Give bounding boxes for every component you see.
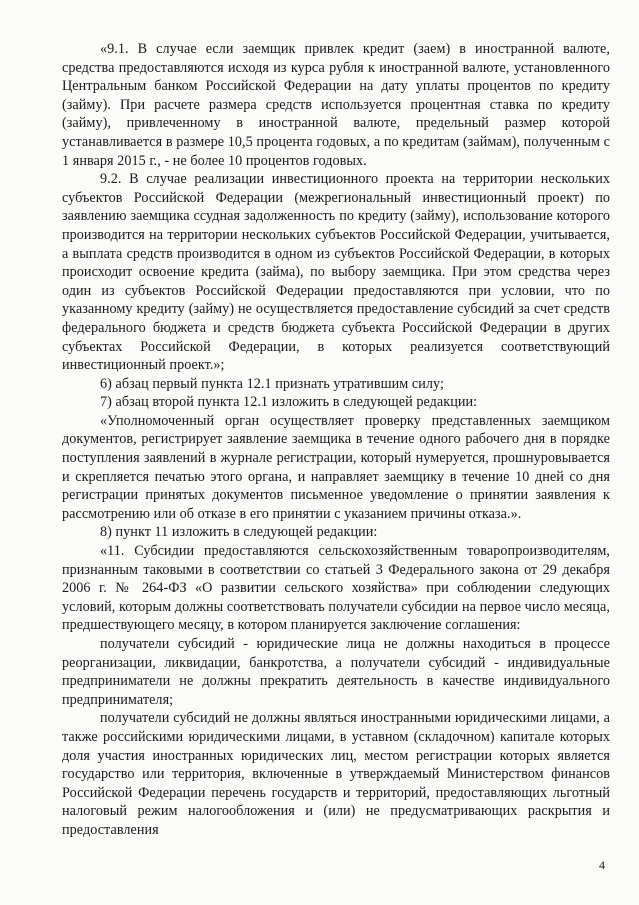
paragraph-legal-entities: получатели субсидий - юридические лица не должны находиться в процессе реорганизации, ликвидации, банкротства, а получатели субсидий - индивидуальные предприниматели не должны прекратить деятельность в качестве индивидуального предпринимателя; (62, 636, 610, 708)
paragraph-item-6: 6) абзац первый пункта 12.1 признать утратившим силу; (100, 375, 444, 392)
paragraph-authorized-body: «Уполномоченный орган осуществляет проверку представленных заемщиком документов, регистрирует заявление заемщика в течение одного рабочего дня в порядке поступления заявлений в журнале регистрации, который нумеруется, прошнуровывается и скрепляется печатью этого органа, и направляет заемщику в течение 10 дней со дня регистрации принятых документов письменное уведомление о принятии заявления к рассмотрению или об отказе в его принятии с указанием причины отказа.». (62, 412, 610, 522)
paragraph-9-1: «9.1. В случае если заемщик привлек кредит (заем) в иностранной валюте, средства предоставляются исходя из курса рубля к иностранной валюте, установленного Центральным банком Российской Федерации на дату уплаты процентов по кредиту (займу). При расчете размера средств используется процентная ставка по кредиту (займу), привлеченному в иностранной валюте, предельный размер которой устанавливается в размере 10,5 процента годовых, а по кредитам (займам), полученным с 1 января 2015 г., - не более 10 процентов годовых. (62, 41, 610, 169)
paragraph-9-2: 9.2. В случае реализации инвестиционного проекта на территории нескольких субъектов Российской Федерации (межрегиональный инвестиционный проект) по заявлению заемщика ссудная задолженность по кредиту (займу), использование которого производится на территории нескольких субъектов Российской Федерации, учитывается, а выплата средств производится в одном из субъектов Российской Федерации, в которых происходит освоение кредита (займа), по выбору заемщика. При этом средства через один из субъектов Российской Федерации предоставляются при условии, что по указанному кредиту (займу) не осуществляется предоставление субсидий за счет средств федерального бюджета и средств бюджета субъекта Российской Федерации в других субъектах Российской Федерации, в которых реализуется соответствующий инвестиционный проект.»; (62, 171, 610, 374)
paragraph-11-subsidies: «11. Субсидии предоставляются сельскохозяйственным товаропроизводителям, признанным таковыми в соответствии со статьей 3 Федерального закона от 29 декабря 2006 г. № 264-ФЗ «О развитии сельского хозяйства» при соблюдении следующих условий, которым должны соответствовать получатели субсидии на первое число месяца, предшествующего месяцу, в котором планируется заключение соглашения: (62, 543, 610, 634)
paragraph-item-8: 8) пункт 11 изложить в следующей редакции: (100, 524, 378, 541)
page-number: 4 (599, 858, 605, 872)
paragraph-item-7: 7) абзац второй пункта 12.1 изложить в следующей редакции: (100, 394, 478, 411)
paragraph-foreign-entities: получатели субсидий не должны являться иностранными юридическими лицами, а также российскими юридическими лицами, в уставном (складочном) капитале которых доля участия иностранных юридических лиц, местом регистрации которых является государство или территория, включенные в утверждаемый Министерством финансов Российской Федерации перечень государств и территорий, предоставляющих льготный налоговый режим налогообложения и (или) не предусматривающих раскрытия и предоставления (62, 710, 610, 838)
document-body (62, 40, 610, 840)
